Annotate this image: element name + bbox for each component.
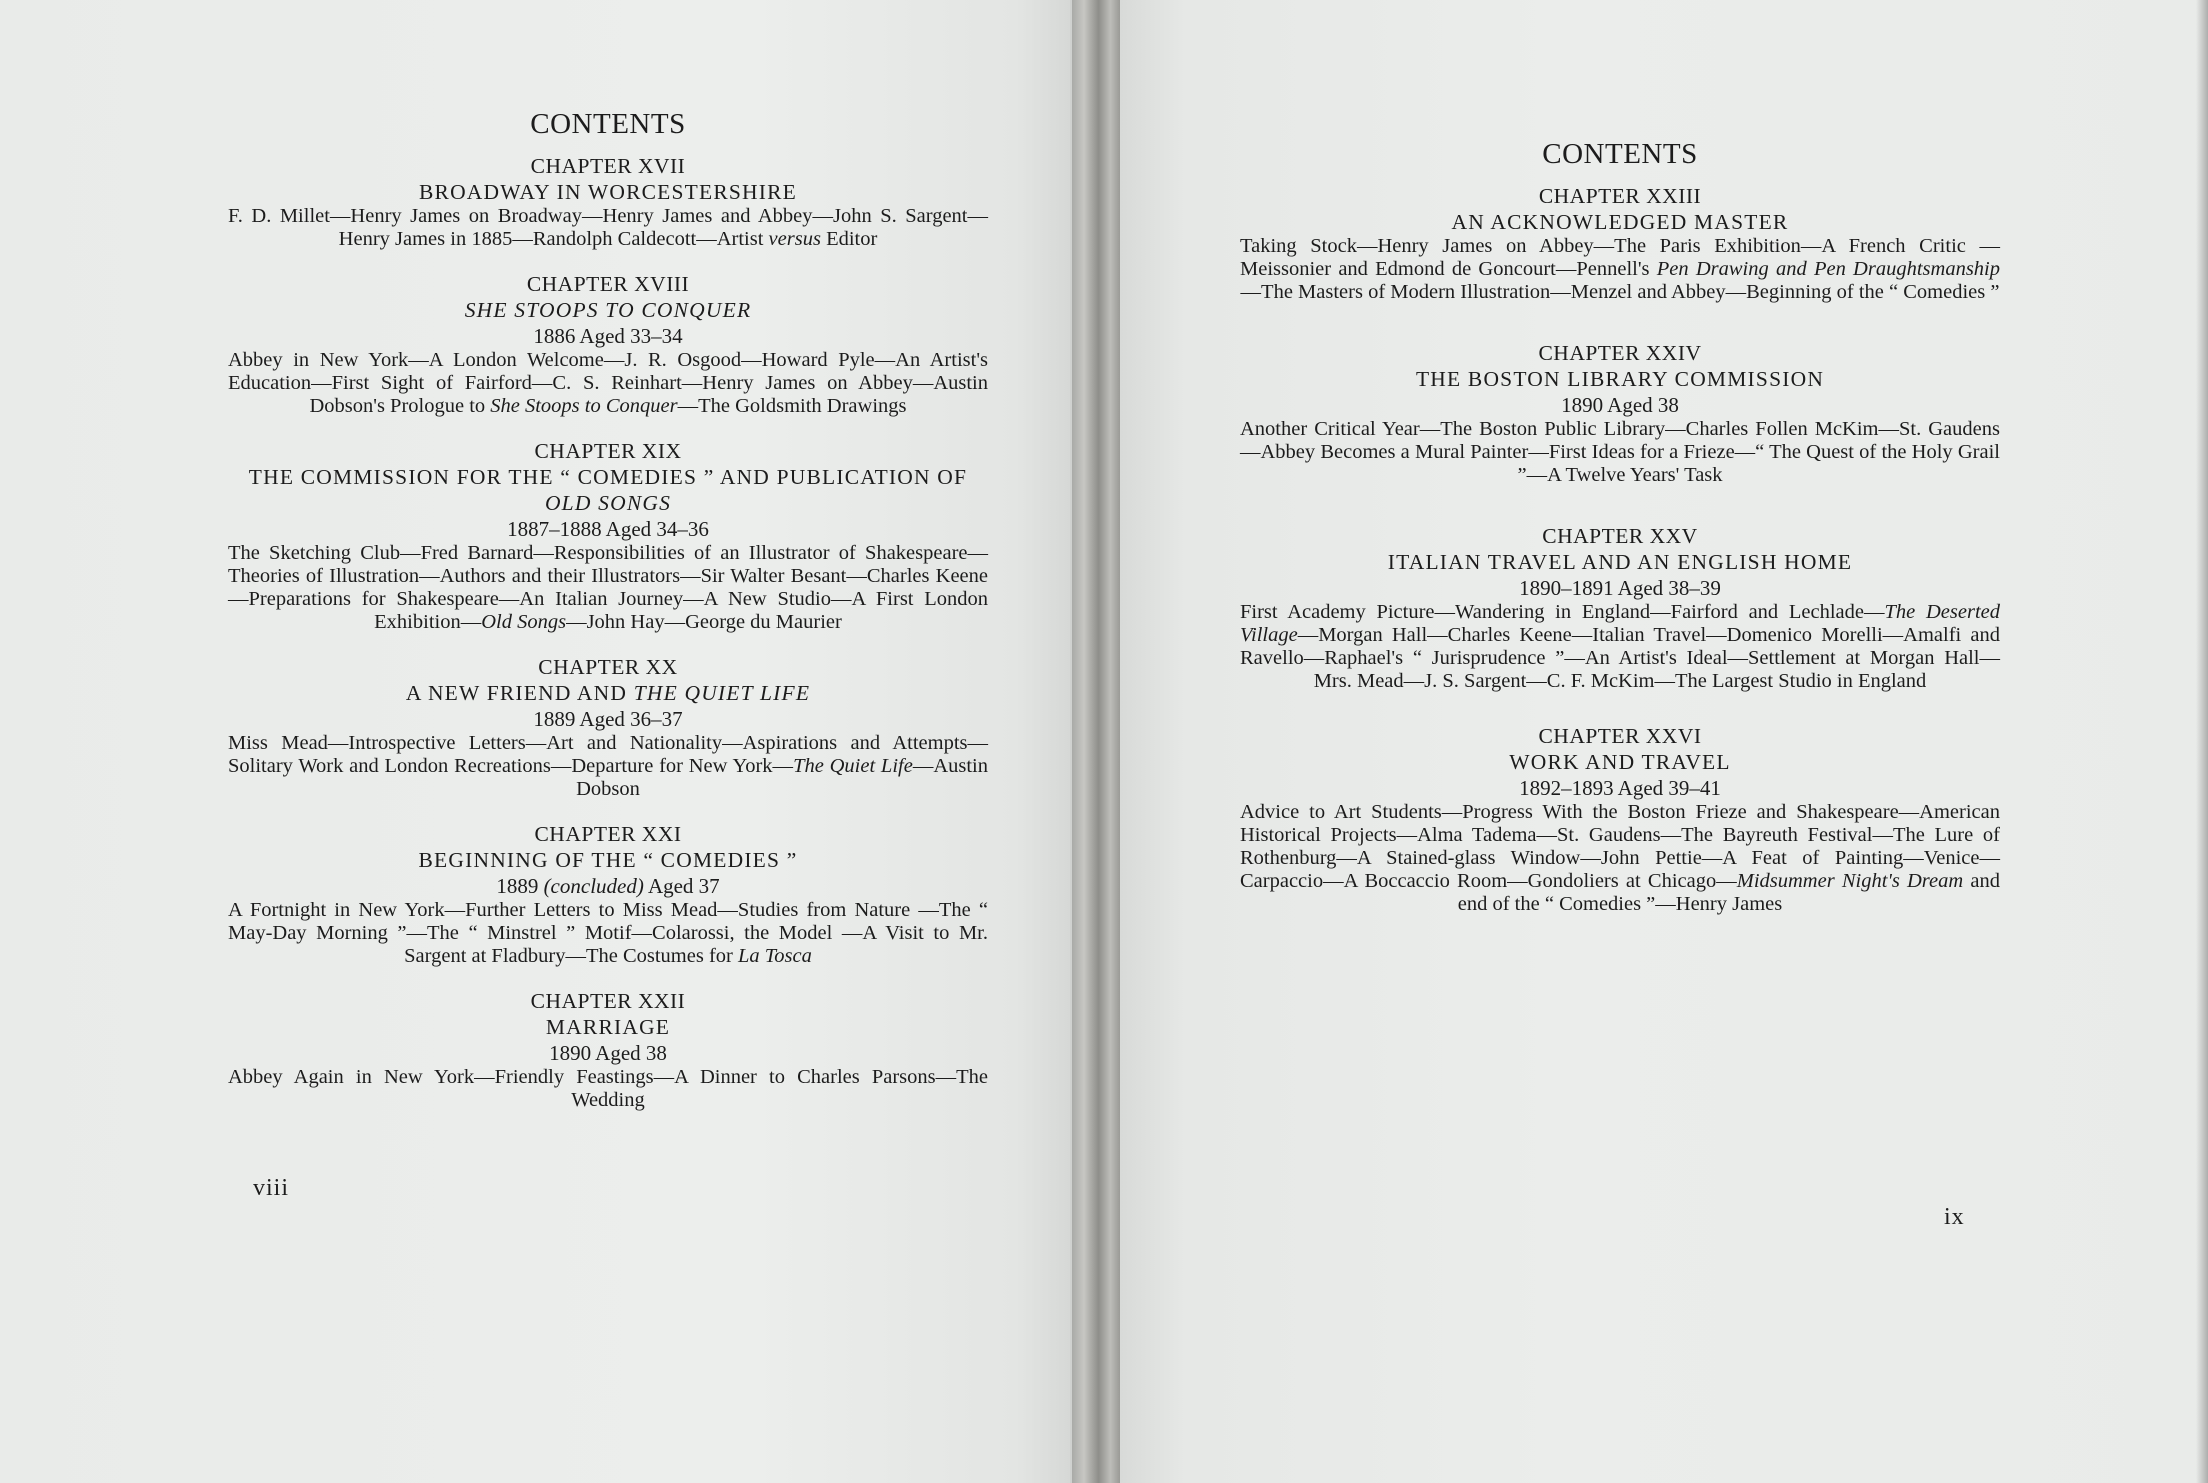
chapter-entry <box>228 438 988 634</box>
chapter-summary: Miss Mead—Introspective Letters—Art and Nationality—Aspirations and Attempts—Solitary Work and London Recreations—Departure for New York—The Quiet Life—Austin Dobson <box>228 732 988 800</box>
chapter-entry <box>228 821 988 968</box>
chapter-number: CHAPTER XVII <box>530 154 686 178</box>
left-contents-column <box>228 108 988 1132</box>
right-page <box>1120 0 2208 1483</box>
chapter-years-aged: 1889 Aged 36–37 <box>533 707 683 731</box>
chapter-summary: Advice to Art Students—Progress With the Boston Frieze and Shakespeare—American Historical Projects—Alma Tadema—St. Gaudens—The Bayreuth Festival—The Lure of Rothenburg—A Stained-glass Window—John Pettie—A Feat of Painting—Venice—Carpaccio—A Boccaccio Room—Gondoliers at Chicago—Midsummer Night's Dream and end of the “ Comedies ”—Henry James <box>1240 801 2000 915</box>
chapter-title: THE COMMISSION FOR THE “ COMEDIES ” AND PUBLICATION OF OLD SONGS <box>248 465 968 515</box>
chapter-title: ITALIAN TRAVEL AND AN ENGLISH HOME <box>1387 550 1853 574</box>
chapter-years-aged: 1890–1891 Aged 38–39 <box>1519 576 1721 600</box>
chapter-entry <box>1240 340 2000 487</box>
chapter-title: AN ACKNOWLEDGED MASTER <box>1451 210 1789 234</box>
chapter-title: BROADWAY IN WORCESTERSHIRE <box>418 180 797 204</box>
chapter-entry <box>228 153 988 251</box>
chapter-summary: Abbey in New York—A London Welcome—J. R. Osgood—Howard Pyle—An Artist's Education—First Sight of Fairford—C. S. Reinhart—Henry James on Abbey—Austin Dobson's Prologue to She Stoops to Conquer—The Goldsmith Drawings <box>228 349 988 417</box>
chapter-years-aged: 1887–1888 Aged 34–36 <box>507 517 709 541</box>
chapter-entry <box>1240 723 2000 916</box>
chapter-years-aged: 1892–1893 Aged 39–41 <box>1519 776 1721 800</box>
page-heading: CONTENTS <box>530 108 686 140</box>
chapter-summary: A Fortnight in New York—Further Letters to Miss Mead—Studies from Nature —The “ May-Day Morning ”—The “ Minstrel ” Motif—Colarossi, the Model —A Visit to Mr. Sargent at Fladbury—The Costumes for La Tosca <box>228 899 988 967</box>
chapter-number: CHAPTER XX <box>538 655 678 679</box>
chapter-title: MARRIAGE <box>545 1015 671 1039</box>
chapter-title: THE BOSTON LIBRARY COMMISSION <box>1415 367 1825 391</box>
page-number: ix <box>1944 1204 1965 1230</box>
chapter-entry <box>228 988 988 1112</box>
chapter-title: A NEW FRIEND AND THE QUIET LIFE <box>405 681 811 705</box>
chapter-years-aged: 1890 Aged 38 <box>549 1041 667 1065</box>
chapter-summary: The Sketching Club—Fred Barnard—Responsibilities of an Illustrator of Shakespeare—Theories of Illustration—Authors and their Illustrators—Sir Walter Besant—Charles Keene—Preparations for Shakespeare—An Italian Journey—A New Studio—A First London Exhibition—Old Songs—John Hay—George du Maurier <box>228 542 988 633</box>
chapter-years-aged: 1890 Aged 38 <box>1561 393 1679 417</box>
chapter-summary: Another Critical Year—The Boston Public Library—Charles Follen McKim—St. Gaudens—Abbey Becomes a Mural Painter—First Ideas for a Frieze—“ The Quest of the Holy Grail ”—A Twelve Years' Task <box>1240 418 2000 486</box>
right-contents-column <box>1240 138 2000 936</box>
chapter-years-aged: 1886 Aged 33–34 <box>533 324 683 348</box>
chapter-number: CHAPTER XXI <box>534 822 682 846</box>
chapter-title: WORK AND TRAVEL <box>1509 750 1731 774</box>
chapter-entry <box>1240 523 2000 693</box>
chapter-entry <box>228 654 988 801</box>
chapter-number: CHAPTER XXIII <box>1538 184 1702 208</box>
chapter-entry <box>228 271 988 418</box>
chapter-years-aged: 1889 (concluded) Aged 37 <box>496 874 720 898</box>
chapter-summary: Taking Stock—Henry James on Abbey—The Paris Exhibition—A French Critic —Meissonier and Edmond de Goncourt—Pennell's Pen Drawing and Pen Draughtsmanship—The Masters of Modern Illustration—Menzel and Abbey—Beginning of the “ Comedies ” <box>1240 235 2000 303</box>
chapter-number: CHAPTER XXII <box>530 989 686 1013</box>
chapter-summary: First Academy Picture—Wandering in England—Fairford and Lechlade—The Deserted Village—Morgan Hall—Charles Keene—Italian Travel—Domenico Morelli—Amalfi and Ravello—Raphael's “ Jurisprudence ”—An Artist's Ideal—Settlement at Morgan Hall—Mrs. Mead—J. S. Sargent—C. F. McKim—The Largest Studio in England <box>1240 601 2000 692</box>
book-gutter <box>1072 0 1120 1483</box>
left-page <box>0 0 1072 1483</box>
chapter-number: CHAPTER XVIII <box>526 272 690 296</box>
chapter-number: CHAPTER XIX <box>534 439 682 463</box>
chapter-summary: Abbey Again in New York—Friendly Feastings—A Dinner to Charles Parsons—The Wedding <box>228 1066 988 1111</box>
page-heading: CONTENTS <box>1542 138 1698 170</box>
chapter-number: CHAPTER XXIV <box>1538 341 1702 365</box>
page-number: viii <box>253 1175 290 1201</box>
chapter-summary: F. D. Millet—Henry James on Broadway—Henry James and Abbey—John S. Sargent—Henry James in 1885—Randolph Caldecott—Artist versus Editor <box>228 205 988 250</box>
chapter-number: CHAPTER XXVI <box>1538 724 1702 748</box>
chapter-title: BEGINNING OF THE “ COMEDIES ” <box>418 848 798 872</box>
chapter-title: SHE STOOPS TO CONQUER <box>464 298 752 322</box>
chapter-entry <box>1240 183 2000 304</box>
chapter-number: CHAPTER XXV <box>1542 524 1698 548</box>
